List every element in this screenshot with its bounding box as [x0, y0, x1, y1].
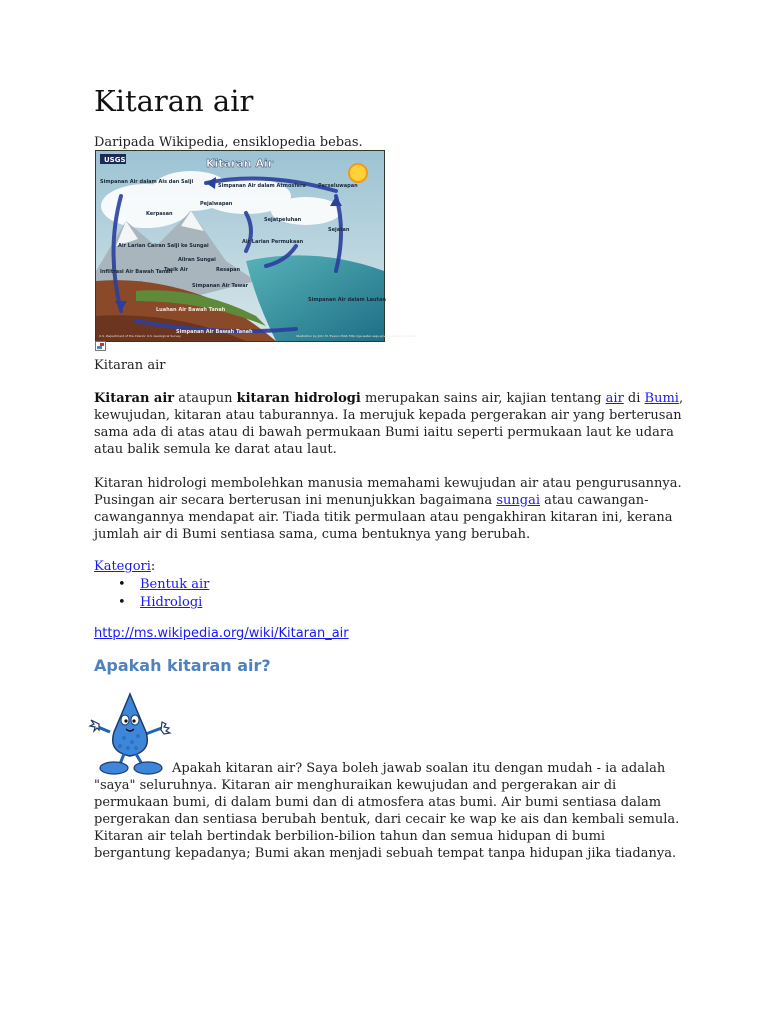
mascot-paragraph: Apakah kitaran air? Saya boleh jawab soalan itu dengan mudah - ia adalah "saya" seluruhnya. Kitaran air menghuraikan kewujudan and pergerakan air di permukaan bumi, di dalam bumi dan di atmosfera atas bumi. Air bumi sentiasa dalam pergerakan dan sentiasa berubah bentuk, dari cecair ke wap ke ais dan kembali semula. Kitaran air telah bertindak berbilion-bilion tahun dan semua hidupan di bumi bergantung kepadanya; Bumi akan menjadi sebuah tempat tanpa hidupan jika tiadanya. [94, 761, 680, 861]
sun-icon [349, 164, 367, 182]
page-title: Kitaran air [94, 84, 254, 118]
category-list [118, 576, 209, 612]
label-infiltrasi: Infiltrasi Air Bawah Tanah [100, 269, 173, 275]
image-placeholder-icon [95, 341, 106, 351]
hydrology-paragraph: Kitaran hidrologi membolehkan manusia memahami kewujudan air atau pengurusannya. Pusingan air secara berterusan ini menunjukkan bagaimana sungai atau cawangan-cawangannya mendapat air. Tiada titik permulaan atau pengakhiran kitaran ini, kerana jumlah air di Bumi sentiasa sama, cuma bentuknya yang berubah. [94, 476, 682, 542]
section-heading: Apakah kitaran air? [94, 656, 271, 675]
list-item [118, 594, 209, 612]
link-category-bentuk-air[interactable]: Bentuk air [140, 577, 210, 592]
link-bumi[interactable]: Bumi [644, 391, 679, 406]
label-resapan: Resapan [216, 267, 241, 273]
bold-term: kitaran hidrologi [236, 391, 361, 406]
label-pejalwapan: Pejalwapan [200, 201, 233, 207]
label-tasik: Tasik Air [164, 267, 188, 273]
label-air-larian-permukaan: Air Larian Permukaan [242, 239, 304, 245]
link-category-hidrologi[interactable]: Hidrologi [140, 595, 203, 610]
intro-paragraph: Kitaran air ataupun kitaran hidrologi merupakan sains air, kajian tentang air di Bumi, kewujudan, kitaran atau taburannya. Ia merujuk kepada pergerakan air yang berterusan sama ada di atas atau di bawah permukaan Bumi iaitu seperti permukaan laut ke udara atau balik semula ke darat atau laut. [94, 391, 684, 457]
link-air[interactable]: air [605, 391, 624, 406]
label-perseluwapan: Perseluwapan [318, 183, 358, 189]
diagram-heading: Kitaran Air [206, 157, 274, 170]
link-kategori[interactable]: Kategori [94, 559, 151, 574]
bold-term: Kitaran air [94, 391, 175, 406]
label-sejatan: Sejatan [328, 227, 350, 233]
label-simpanan-ais: Simpanan Air dalam Ais dan Salji [100, 179, 194, 185]
credit-right: Illustration by John M. Evans USGS http://ga.water.usgs.gov/edu/watercycle.html [296, 334, 417, 338]
label-aliran-sungai: Aliran Sungai [178, 257, 216, 263]
source-url-link[interactable]: http://ms.wikipedia.org/wiki/Kitaran_air [94, 626, 349, 641]
water-cycle-diagram[interactable] [95, 150, 417, 342]
label-simpanan-tawar: Simpanan Air Tawar [192, 283, 249, 289]
figure-caption: Kitaran air [94, 358, 166, 373]
label-luahan: Luahan Air Bawah Tanah [156, 307, 226, 313]
credit-left: U.S. Department of the Interior U.S. Geological Survey [99, 334, 181, 338]
label-kerpasan: Kerpasan [146, 211, 173, 217]
label-simpanan-atmosfera: Simpanan Air dalam Atmosfera [218, 183, 306, 189]
list-item [118, 576, 209, 594]
page-subtitle: Daripada Wikipedia, ensiklopedia bebas. [94, 135, 363, 150]
label-simpanan-bawah-tanah: Simpanan Air Bawah Tanah [176, 329, 253, 335]
categories-label: Kategori: [94, 559, 156, 574]
label-air-larian-cairan: Air Larian Cairan Salji ke Sungai [118, 243, 209, 249]
label-sejatpeluhan: Sejatpeluhan [264, 217, 302, 223]
link-sungai[interactable]: sungai [496, 493, 540, 508]
usgs-logo: USGS [104, 156, 126, 164]
label-simpanan-lautan: Simpanan Air dalam Lautan [308, 297, 386, 303]
source-url [94, 626, 349, 641]
